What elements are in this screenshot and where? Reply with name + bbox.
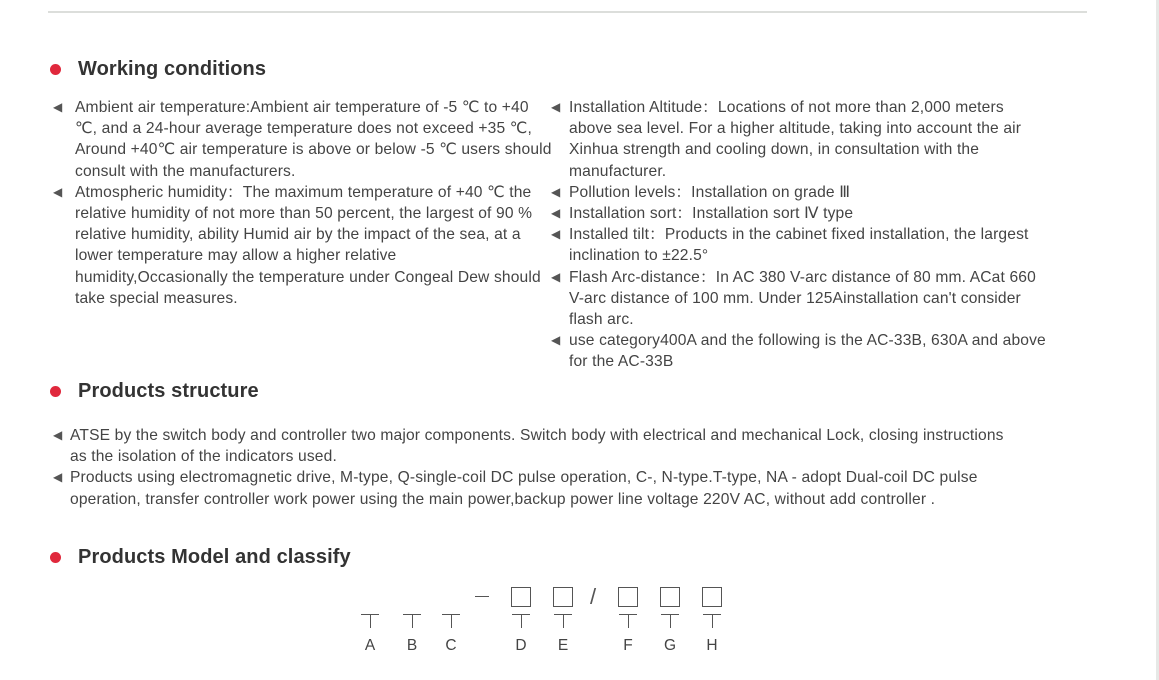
arrow-marker-icon: ◀ — [551, 206, 561, 221]
list-item: ◀ Installation sort：Installation sort Ⅳ type — [551, 203, 1051, 224]
section-title: Products Model and classify — [78, 546, 351, 568]
label-d: D — [515, 637, 527, 654]
list-item: ◀ Products using electromagnetic drive, M-type, Q-single-coil DC pulse operation, C-, N-type.T-type, NA - adopt Dual-coil DC pulse operation, transfer controller work power using the main power,backup power line voltage 220V AC, without add controller . — [53, 469, 978, 508]
arrow-marker-icon: ◀ — [551, 100, 561, 114]
list-item: ◀ Flash Arc-distance：In AC 380 V-arc distance of 80 mm. ACat 660 V-arc distance of 100 mm. Under 125Ainstallation can't consider flash arc. — [551, 268, 1036, 329]
arrow-marker-icon: ◀ — [551, 184, 561, 199]
products-structure-list — [53, 425, 1013, 510]
arrow-marker-icon: ◀ — [53, 100, 63, 114]
list-item: ◀ ATSE by the switch body and controller two major components. Switch body with electrical and mechanical Lock, closing instructions as the isolation of the indicators used. — [53, 427, 1004, 466]
tee-marker-f — [619, 614, 637, 628]
label-c: C — [445, 637, 457, 654]
label-a: A — [364, 637, 376, 654]
top-divider — [48, 11, 1087, 13]
list-item: ◀ Ambient air temperature:Ambient air temperature of -5 ℃ to +40 ℃, and a 24-hour average temperature does not exceed +35 ℃, Around +40℃ air temperature is above or below -5 ℃ users should consult with the manufacturers. — [53, 99, 552, 180]
tee-marker-h — [703, 614, 721, 628]
arrow-marker-icon: ◀ — [551, 333, 561, 348]
red-dot-icon — [50, 552, 61, 563]
label-f: F — [623, 637, 633, 654]
code-box-d — [511, 587, 531, 607]
arrow-marker-icon: ◀ — [53, 184, 63, 199]
list-item: ◀ Atmospheric humidity：The maximum temperature of +40 ℃ the relative humidity of not more than 50 percent, the largest of 90 % relative humidity, ability Humid air by the impact of the sea, at a lower temperature may allow a higher relative humidity,Occasionally the temperature under Congeal Dew should take special measures. — [53, 183, 541, 307]
working-conditions-left-list — [53, 97, 553, 309]
red-dot-icon — [50, 64, 61, 75]
tee-marker-g — [661, 614, 679, 628]
label-b: B — [406, 637, 418, 654]
section-title: Products structure — [78, 380, 259, 402]
arrow-marker-icon: ◀ — [53, 470, 63, 485]
list-item: ◀ Installed tilt：Products in the cabinet fixed installation, the largest inclination to ±22.5° — [551, 226, 1029, 265]
code-box-e — [553, 587, 573, 607]
arrow-marker-icon: ◀ — [551, 227, 561, 242]
tee-marker-e — [554, 614, 572, 628]
code-box-h — [702, 587, 722, 607]
arrow-marker-icon: ◀ — [551, 269, 561, 284]
label-g: G — [663, 637, 677, 654]
tee-marker-a — [361, 614, 379, 628]
dash-separator — [475, 596, 489, 597]
section-header-working-conditions — [50, 58, 266, 81]
code-box-g — [660, 587, 680, 607]
section-title: Working conditions — [78, 58, 267, 80]
tee-marker-d — [512, 614, 530, 628]
section-header-products-structure — [50, 380, 259, 403]
section-header-products-model — [50, 546, 351, 569]
tee-marker-b — [403, 614, 421, 628]
working-conditions-right-list — [551, 97, 1051, 373]
slash-separator: / — [590, 584, 597, 609]
list-item: ◀ use category400A and the following is the AC-33B, 630A and above for the AC-33B — [551, 332, 1046, 371]
tee-marker-c — [442, 614, 460, 628]
label-h: H — [706, 637, 718, 654]
list-item: ◀ Installation Altitude：Locations of not more than 2,000 meters above sea level. For a higher altitude, taking into account the air Xinhua strength and cooling down, in consultation with the manufacturer. — [551, 99, 1022, 180]
list-item: ◀ Pollution levels：Installation on grade Ⅲ — [551, 182, 1051, 203]
label-e: E — [557, 637, 569, 654]
code-box-f — [618, 587, 638, 607]
arrow-marker-icon: ◀ — [53, 428, 63, 442]
red-dot-icon — [50, 386, 61, 397]
